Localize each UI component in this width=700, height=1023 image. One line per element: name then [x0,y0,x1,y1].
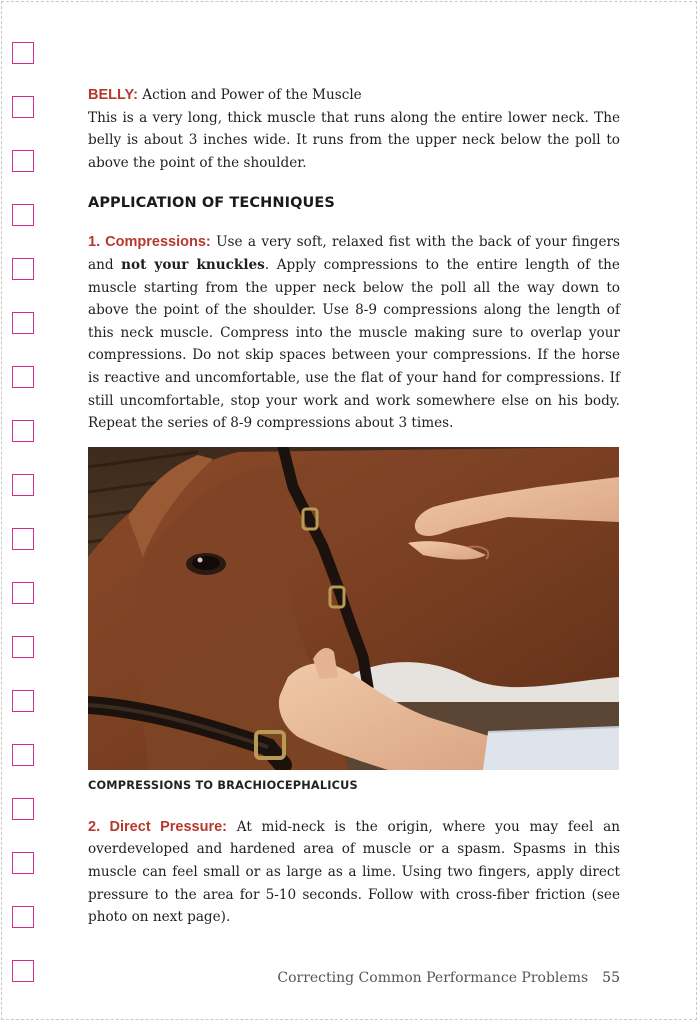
step2-text: At mid-neck is the origin, where you may feel an overdeveloped and hardened area of muscle or a spasm. Spasms in this muscle can feel small or as large as a lime. Using two fingers, apply direct pressure to the area for 5-10 seconds. Follow with cross-fiber friction (see photo on next page). [88,818,620,926]
checkbox[interactable] [12,744,34,766]
checkbox[interactable] [12,204,34,226]
checkbox[interactable] [12,852,34,874]
checkbox[interactable] [12,960,34,982]
step1-paragraph [88,231,620,434]
checkbox[interactable] [12,528,34,550]
step1-label: 1. Compressions: [88,234,211,251]
checkbox[interactable] [12,636,34,658]
checkbox[interactable] [12,258,34,280]
step2-paragraph [88,816,620,929]
page-footer [277,970,620,986]
belly-label: BELLY: [88,87,138,103]
belly-title-line [88,84,620,107]
checkbox[interactable] [12,420,34,442]
checkbox[interactable] [12,906,34,928]
footer-title: Correcting Common Performance Problems [277,970,589,986]
step1-text-a: Use a very soft, relaxed fist with the back of your fingers and [88,234,620,273]
page-content [88,84,620,929]
step1-bold: not your knuckles [121,256,265,273]
checkbox[interactable] [12,42,34,64]
page-number: 55 [602,970,620,986]
checkbox[interactable] [12,312,34,334]
checkbox[interactable] [12,366,34,388]
checkbox[interactable] [12,798,34,820]
belly-title: Action and Power of the Muscle [137,87,362,103]
checkbox[interactable] [12,150,34,172]
photo-caption: COMPRESSIONS TO BRACHIOCEPHALICUS [88,778,358,792]
step1-text-b: . Apply compressions to the entire length of the muscle starting from the upper neck below the poll all the way down to above the point of the shoulder. Use 8-9 compressions along the length of this neck muscle. Compress into the muscle making sure to overlap your compressions. Do not skip spaces between your compressions. If the horse is reactive and uncomfortable, use the flat of your hand for compressions. If still uncomfortable, stop your work and work somewhere else on his body. Repeat the series of 8-9 compressions about 3 times. [88,256,620,432]
section-heading: APPLICATION OF TECHNIQUES [88,195,335,212]
checkbox[interactable] [12,474,34,496]
checkbox[interactable] [12,582,34,604]
step2-label: 2. Direct Pressure: [88,818,227,835]
checkbox[interactable] [12,96,34,118]
checkbox[interactable] [12,690,34,712]
belly-paragraph: This is a very long, thick muscle that runs along the entire lower neck. The belly is about 3 inches wide. It runs from the upper neck below the poll to above the point of the shoulder. [88,109,620,171]
horse-photo [88,447,619,770]
